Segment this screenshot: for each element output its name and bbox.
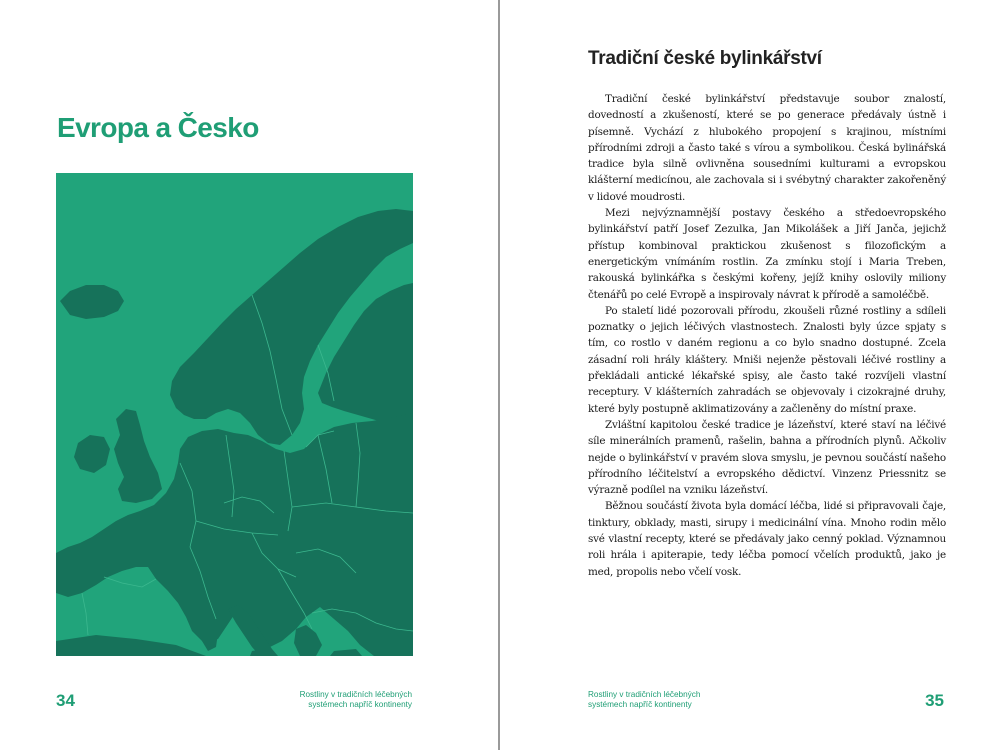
- page-number-left: 34: [56, 691, 75, 710]
- body-text: [588, 91, 946, 580]
- running-footer-right-line-2: systémech napříč kontinenty: [588, 700, 692, 709]
- right-page: [500, 0, 1000, 750]
- running-footer-left-line-2: systémech napříč kontinenty: [308, 700, 412, 709]
- chapter-title: Evropa a Česko: [57, 112, 259, 143]
- europe-map: [56, 173, 413, 656]
- left-page: [0, 0, 498, 750]
- page-number-right: 35: [925, 691, 944, 710]
- paragraph: Běžnou součástí života byla domácí léčba, lidé si připravovali čaje, tinktury, obklady, masti, sirupy i medicinální vína. Mnoho rodin mělo své vlastní recepty, které se předávaly jako cenný poklad. Významnou roli hrála i apiterapie, tedy léčba pomocí včelích produktů, jako je med, propolis nebo včelí vosk.: [588, 500, 946, 578]
- paragraph: Mezi nejvýznamnější postavy českého a středoevropského bylinkářství patří Josef Zezulka, Jan Mikolášek a Jiří Janča, jejichž přístup kombinoval praktickou zkušenost s filozofickým a energetickým vnímáním rostlin. Za zmínku stojí i Maria Treben, rakouská bylinkářka s českými kořeny, jejíž knihy oslovily miliony čtenářů po celé Evropě a inspirovaly návrat k přírodě a samoléčbě.: [588, 207, 946, 301]
- running-footer-right-line-1: Rostliny v tradičních léčebných: [588, 690, 701, 699]
- section-title: Tradiční české bylinkářství: [588, 48, 822, 69]
- running-footer-left-line-1: Rostliny v tradičních léčebných: [299, 690, 412, 699]
- paragraph: Zvláštní kapitolou české tradice je lázeňství, které staví na léčivé síle minerálních pramenů, rašelin, bahna a přírodních plynů. Ačkoliv nejde o bylinkářství v pravém slova smyslu, je pevnou součástí našeho přírodního léčitelství a evropského dědictví. Vinzenz Priessnitz se výrazně podílel na vzniku lázeňství.: [588, 418, 946, 497]
- running-footer-right: [588, 690, 700, 710]
- paragraph: Tradiční české bylinkářství představuje soubor znalostí, dovedností a zkušeností, které se po generace předávaly ústně i písemně. Vychází z hlubokého propojení s krajinou, místními přírodními zdroji a často také s vírou a symbolikou. Česká bylinářská tradice byla silně ovlivněna sousedními kulturami a evropskou klášterní medicínou, ale zachovala si i svébytný charakter zakořeněný v lidové moudrosti.: [588, 93, 946, 203]
- europe-map-graphic: [56, 173, 413, 656]
- paragraph: Po staletí lidé pozorovali přírodu, zkoušeli různé rostliny a sdíleli poznatky o jejich léčivých vlastnostech. Znalosti byly úzce spjaty s tím, co rostlo v daném regionu a co bylo snadno dostupné. Zcela zásadní roli hrály kláštery. Mniši nejenže pěstovali léčivé rostliny a překládali antické lékařské spisy, ale často také rozvíjeli vlastní receptury. V klášterních zahradách se objevovaly i cizokrajné druhy, které byly postupně aklimatizovány a začleněny do místní praxe.: [588, 304, 946, 415]
- running-footer-left: [300, 690, 412, 710]
